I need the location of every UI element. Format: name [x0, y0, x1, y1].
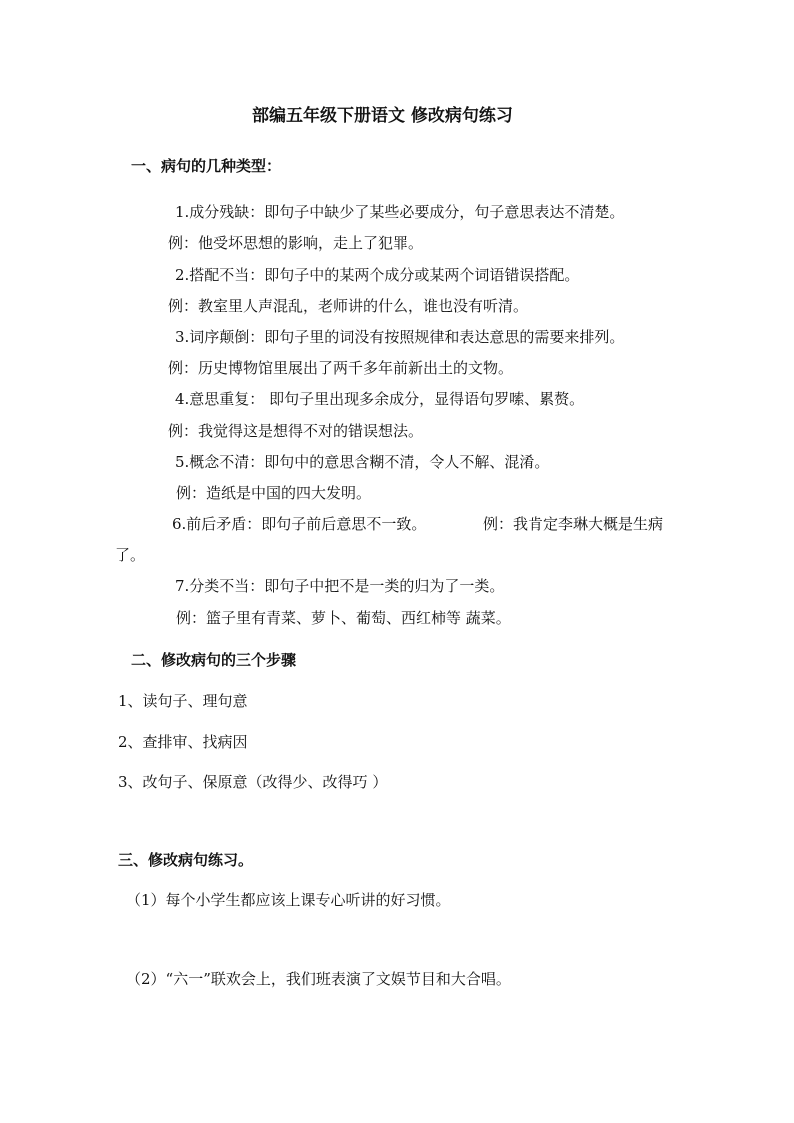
section-heading-types: 一、病句的几种类型： [131, 157, 282, 175]
rule-text: 4.意思重复： 即句子里出现多余成分，显得语句罗嗦、累赘。 [175, 390, 585, 408]
step-item: 1、读句子、理句意 [118, 692, 248, 710]
step-item: 2、查排审、找病因 [118, 733, 248, 751]
page-title: 部编五年级下册语文 修改病句练习 [252, 106, 513, 126]
exercise-item: （2）“六一”联欢会上，我们班表演了文娱节目和大合唱。 [126, 970, 511, 988]
step-item: 3、改句子、保原意（改得少、改得巧 ） [118, 773, 388, 791]
rule-text: 2.搭配不当：即句子中的某两个成分或某两个词语错误搭配。 [175, 266, 580, 284]
example-text: 例：教室里人声混乱，老师讲的什么，谁也没有听清。 [168, 297, 529, 315]
example-text: 例：篮子里有青菜、萝卜、葡萄、西红柿等 蔬菜。 [176, 609, 511, 627]
exercise-item: （1）每个小学生都应该上课专心听讲的好习惯。 [126, 891, 451, 909]
rule-text: 5.概念不清：即句中的意思含糊不清，令人不解、混淆。 [175, 453, 550, 471]
example-text: 例：我觉得这是想得不对的错误想法。 [168, 422, 424, 440]
rule-text: 6.前后矛盾：即句子前后意思不一致。 [172, 515, 427, 533]
example-text: 例：我肯定李琳大概是生病 [483, 515, 664, 533]
rule-text: 7.分类不当：即句子中把不是一类的归为了一类。 [175, 577, 505, 595]
rule-text: 1.成分残缺：即句子中缺少了某些必要成分，句子意思表达不清楚。 [175, 203, 625, 221]
section-heading-exercises: 三、修改病句练习。 [118, 851, 254, 869]
example-text-continuation: 了。 [115, 546, 146, 564]
example-text: 例：造纸是中国的四大发明。 [176, 484, 372, 502]
example-text: 例：他受坏思想的影响，走上了犯罪。 [168, 234, 424, 252]
rule-text: 3.词序颠倒：即句子里的词没有按照规律和表达意思的需要来排列。 [175, 328, 625, 346]
example-text: 例：历史博物馆里展出了两千多年前新出土的文物。 [168, 359, 514, 377]
section-heading-steps: 二、修改病句的三个步骤 [131, 651, 297, 669]
